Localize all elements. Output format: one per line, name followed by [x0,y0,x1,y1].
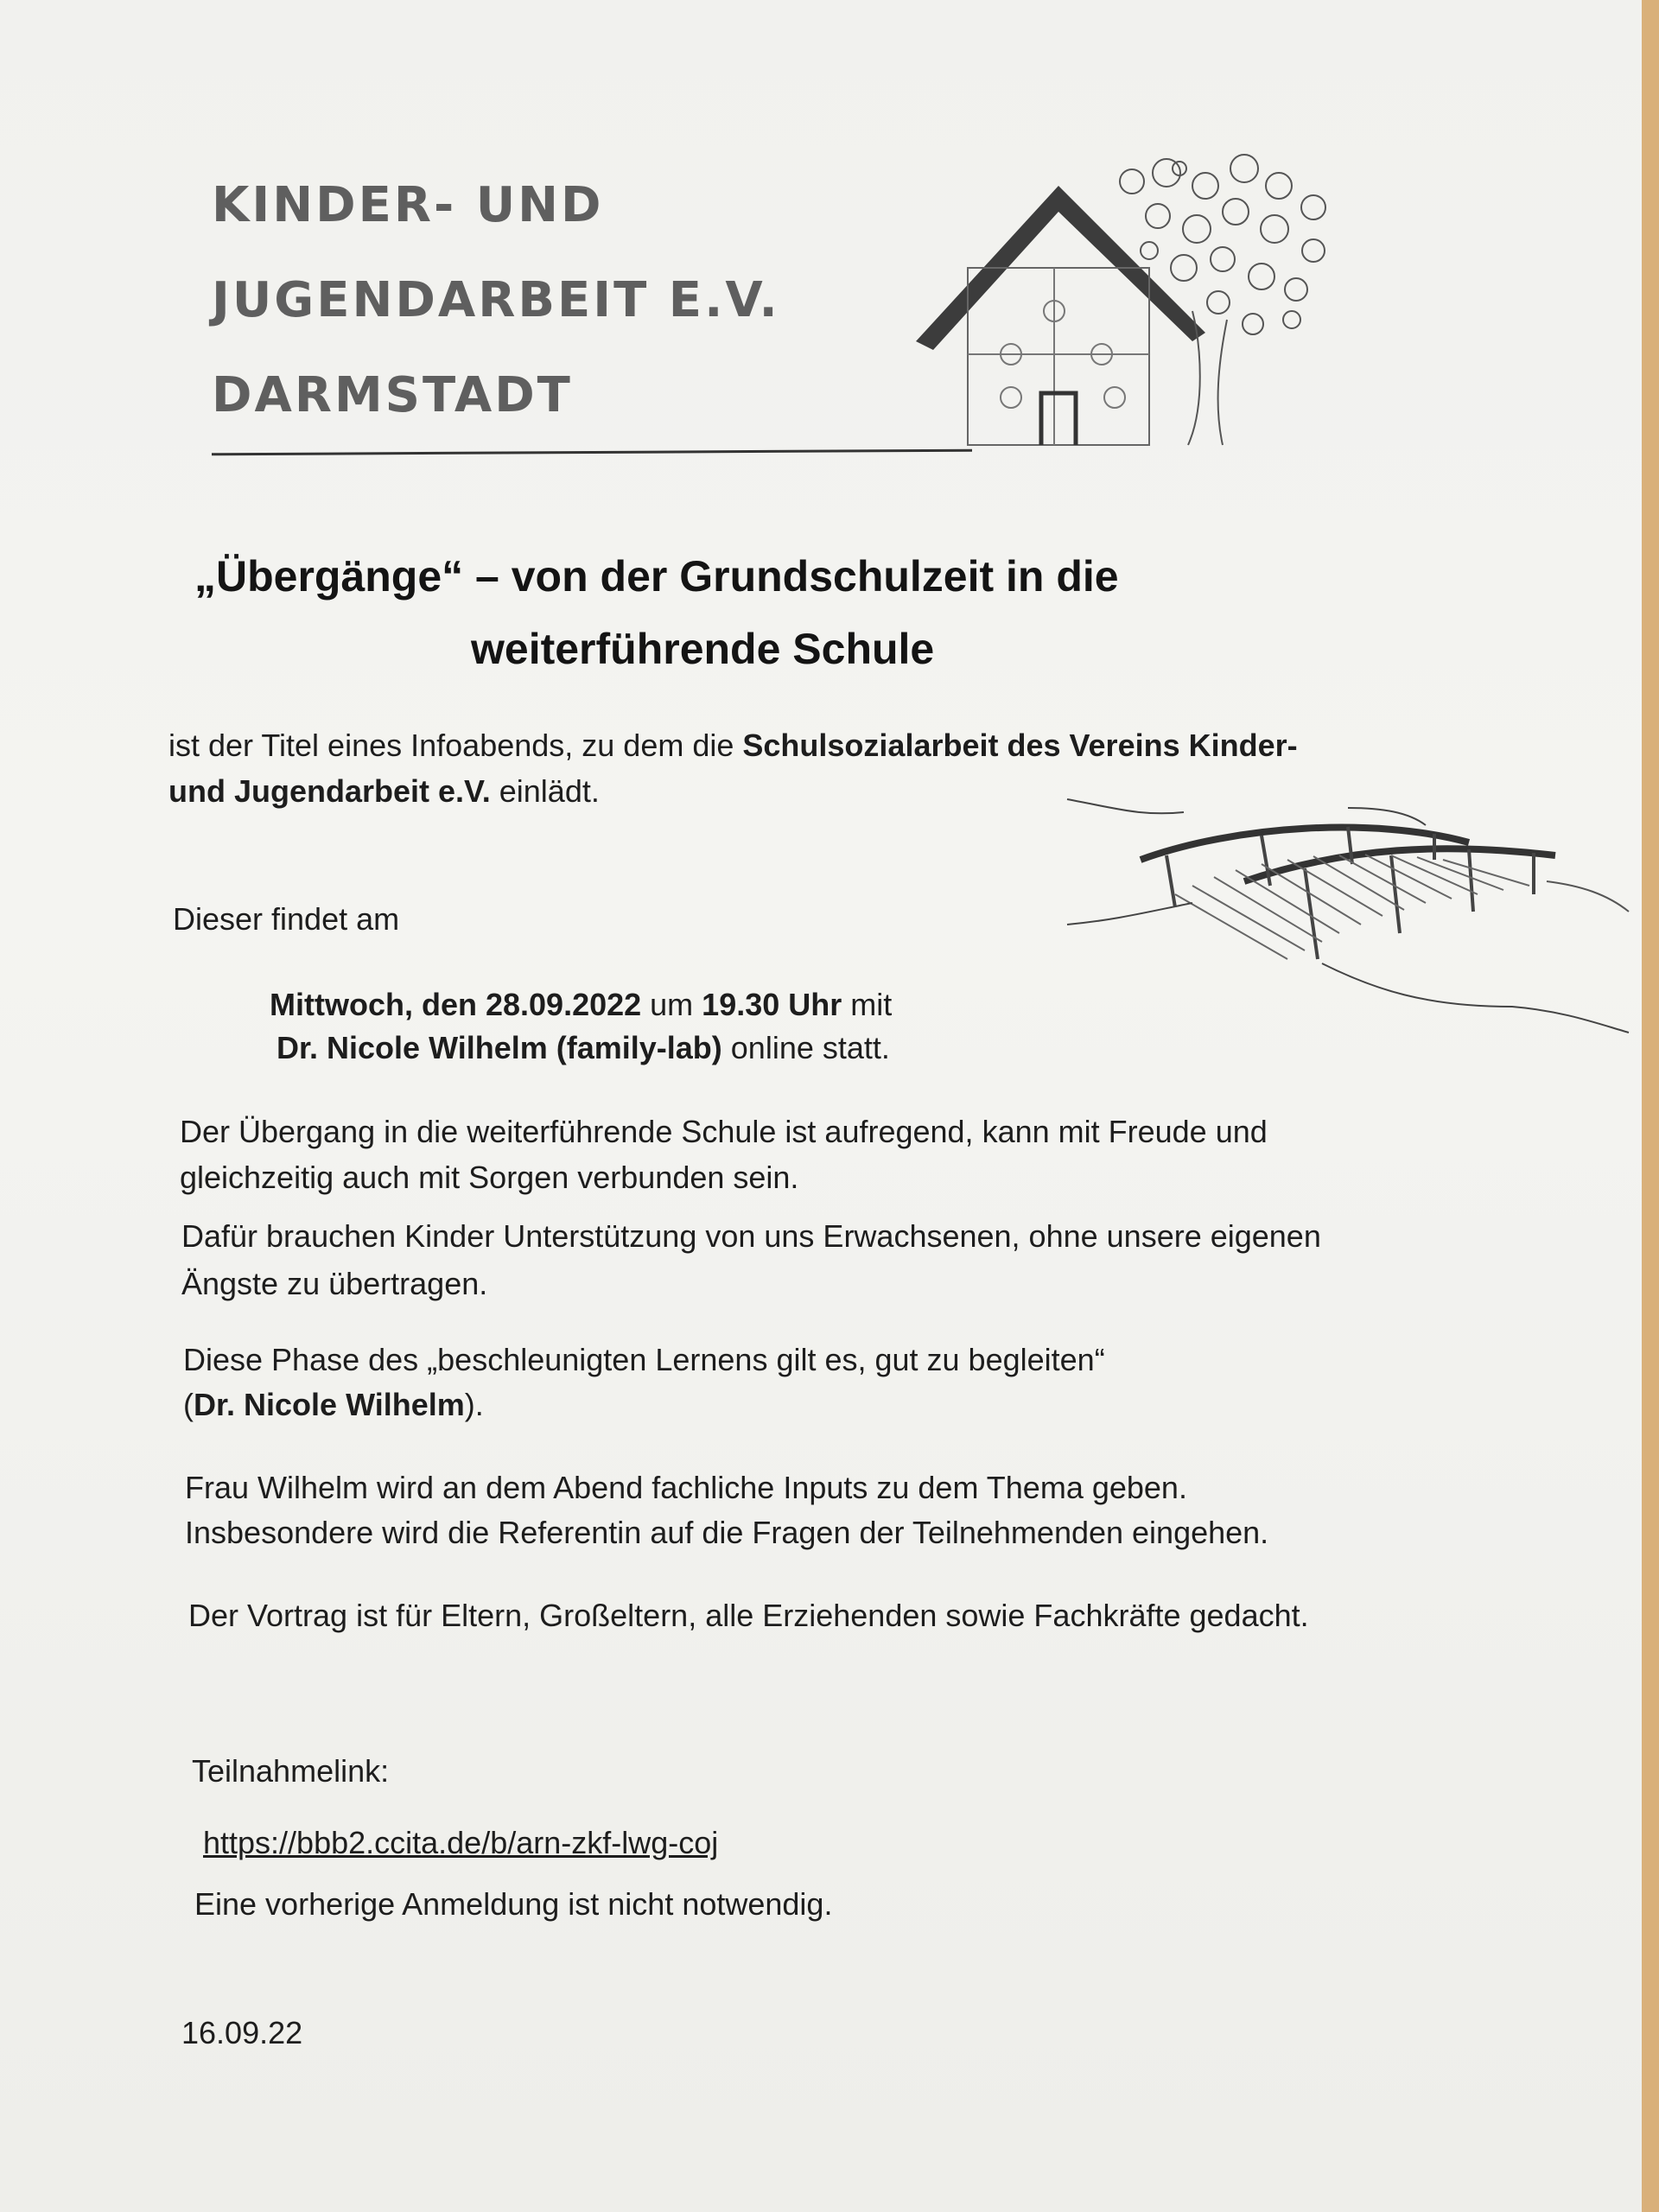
event-date-line: Mittwoch, den 28.09.2022 um 19.30 Uhr mit [270,987,893,1022]
document-date: 16.09.22 [181,2015,303,2050]
participation-link[interactable]: https://bbb2.ccita.de/b/arn-zkf-lwg-coj [203,1825,719,1860]
org-name-line3: DARMSTADT [212,367,573,423]
paragraph-1-line1: Der Übergang in die weiterführende Schule ist aufregend, kann mit Freude und [180,1114,1268,1149]
bridge-illustration [1063,773,1633,1067]
event-lead: Dieser findet am [173,901,400,937]
page-title-line2: weiterführende Schule [471,625,935,673]
paragraph-1-line2: gleichzeitig auch mit Sorgen verbunden sein. [180,1160,799,1195]
intro-line2: und Jugendarbeit e.V. einlädt. [168,773,600,809]
intro-line1: ist der Titel eines Infoabends, zu dem die Schulsozialarbeit des Vereins Kinder- [168,728,1298,763]
event-speaker-line: Dr. Nicole Wilhelm (family-lab) online statt. [276,1030,890,1065]
paragraph-3-line2: (Dr. Nicole Wilhelm). [183,1387,484,1422]
participation-label: Teilnahmelink: [192,1753,390,1789]
house-tree-logo [907,147,1374,467]
org-name-line2: JUGENDARBEIT E.V. [212,272,780,328]
paragraph-2-line1: Dafür brauchen Kinder Unterstützung von uns Erwachsenen, ohne unsere eigenen [181,1218,1321,1254]
org-name-line1: KINDER- UND [212,177,604,233]
paragraph-5: Der Vortrag ist für Eltern, Großeltern, alle Erziehenden sowie Fachkräfte gedacht. [188,1598,1309,1633]
paragraph-2-line2: Ängste zu übertragen. [181,1266,488,1301]
paragraph-3-line1: Diese Phase des „beschleunigten Lernens gilt es, gut zu begleiten“ [183,1342,1105,1377]
page-title-line1: „Übergänge“ – von der Grundschulzeit in die [194,552,1119,601]
paragraph-4-line1: Frau Wilhelm wird an dem Abend fachliche Inputs zu dem Thema geben. [185,1470,1187,1505]
registration-note: Eine vorherige Anmeldung ist nicht notwendig. [194,1886,833,1922]
paragraph-4-line2: Insbesondere wird die Referentin auf die Fragen der Teilnehmenden eingehen. [185,1515,1269,1550]
